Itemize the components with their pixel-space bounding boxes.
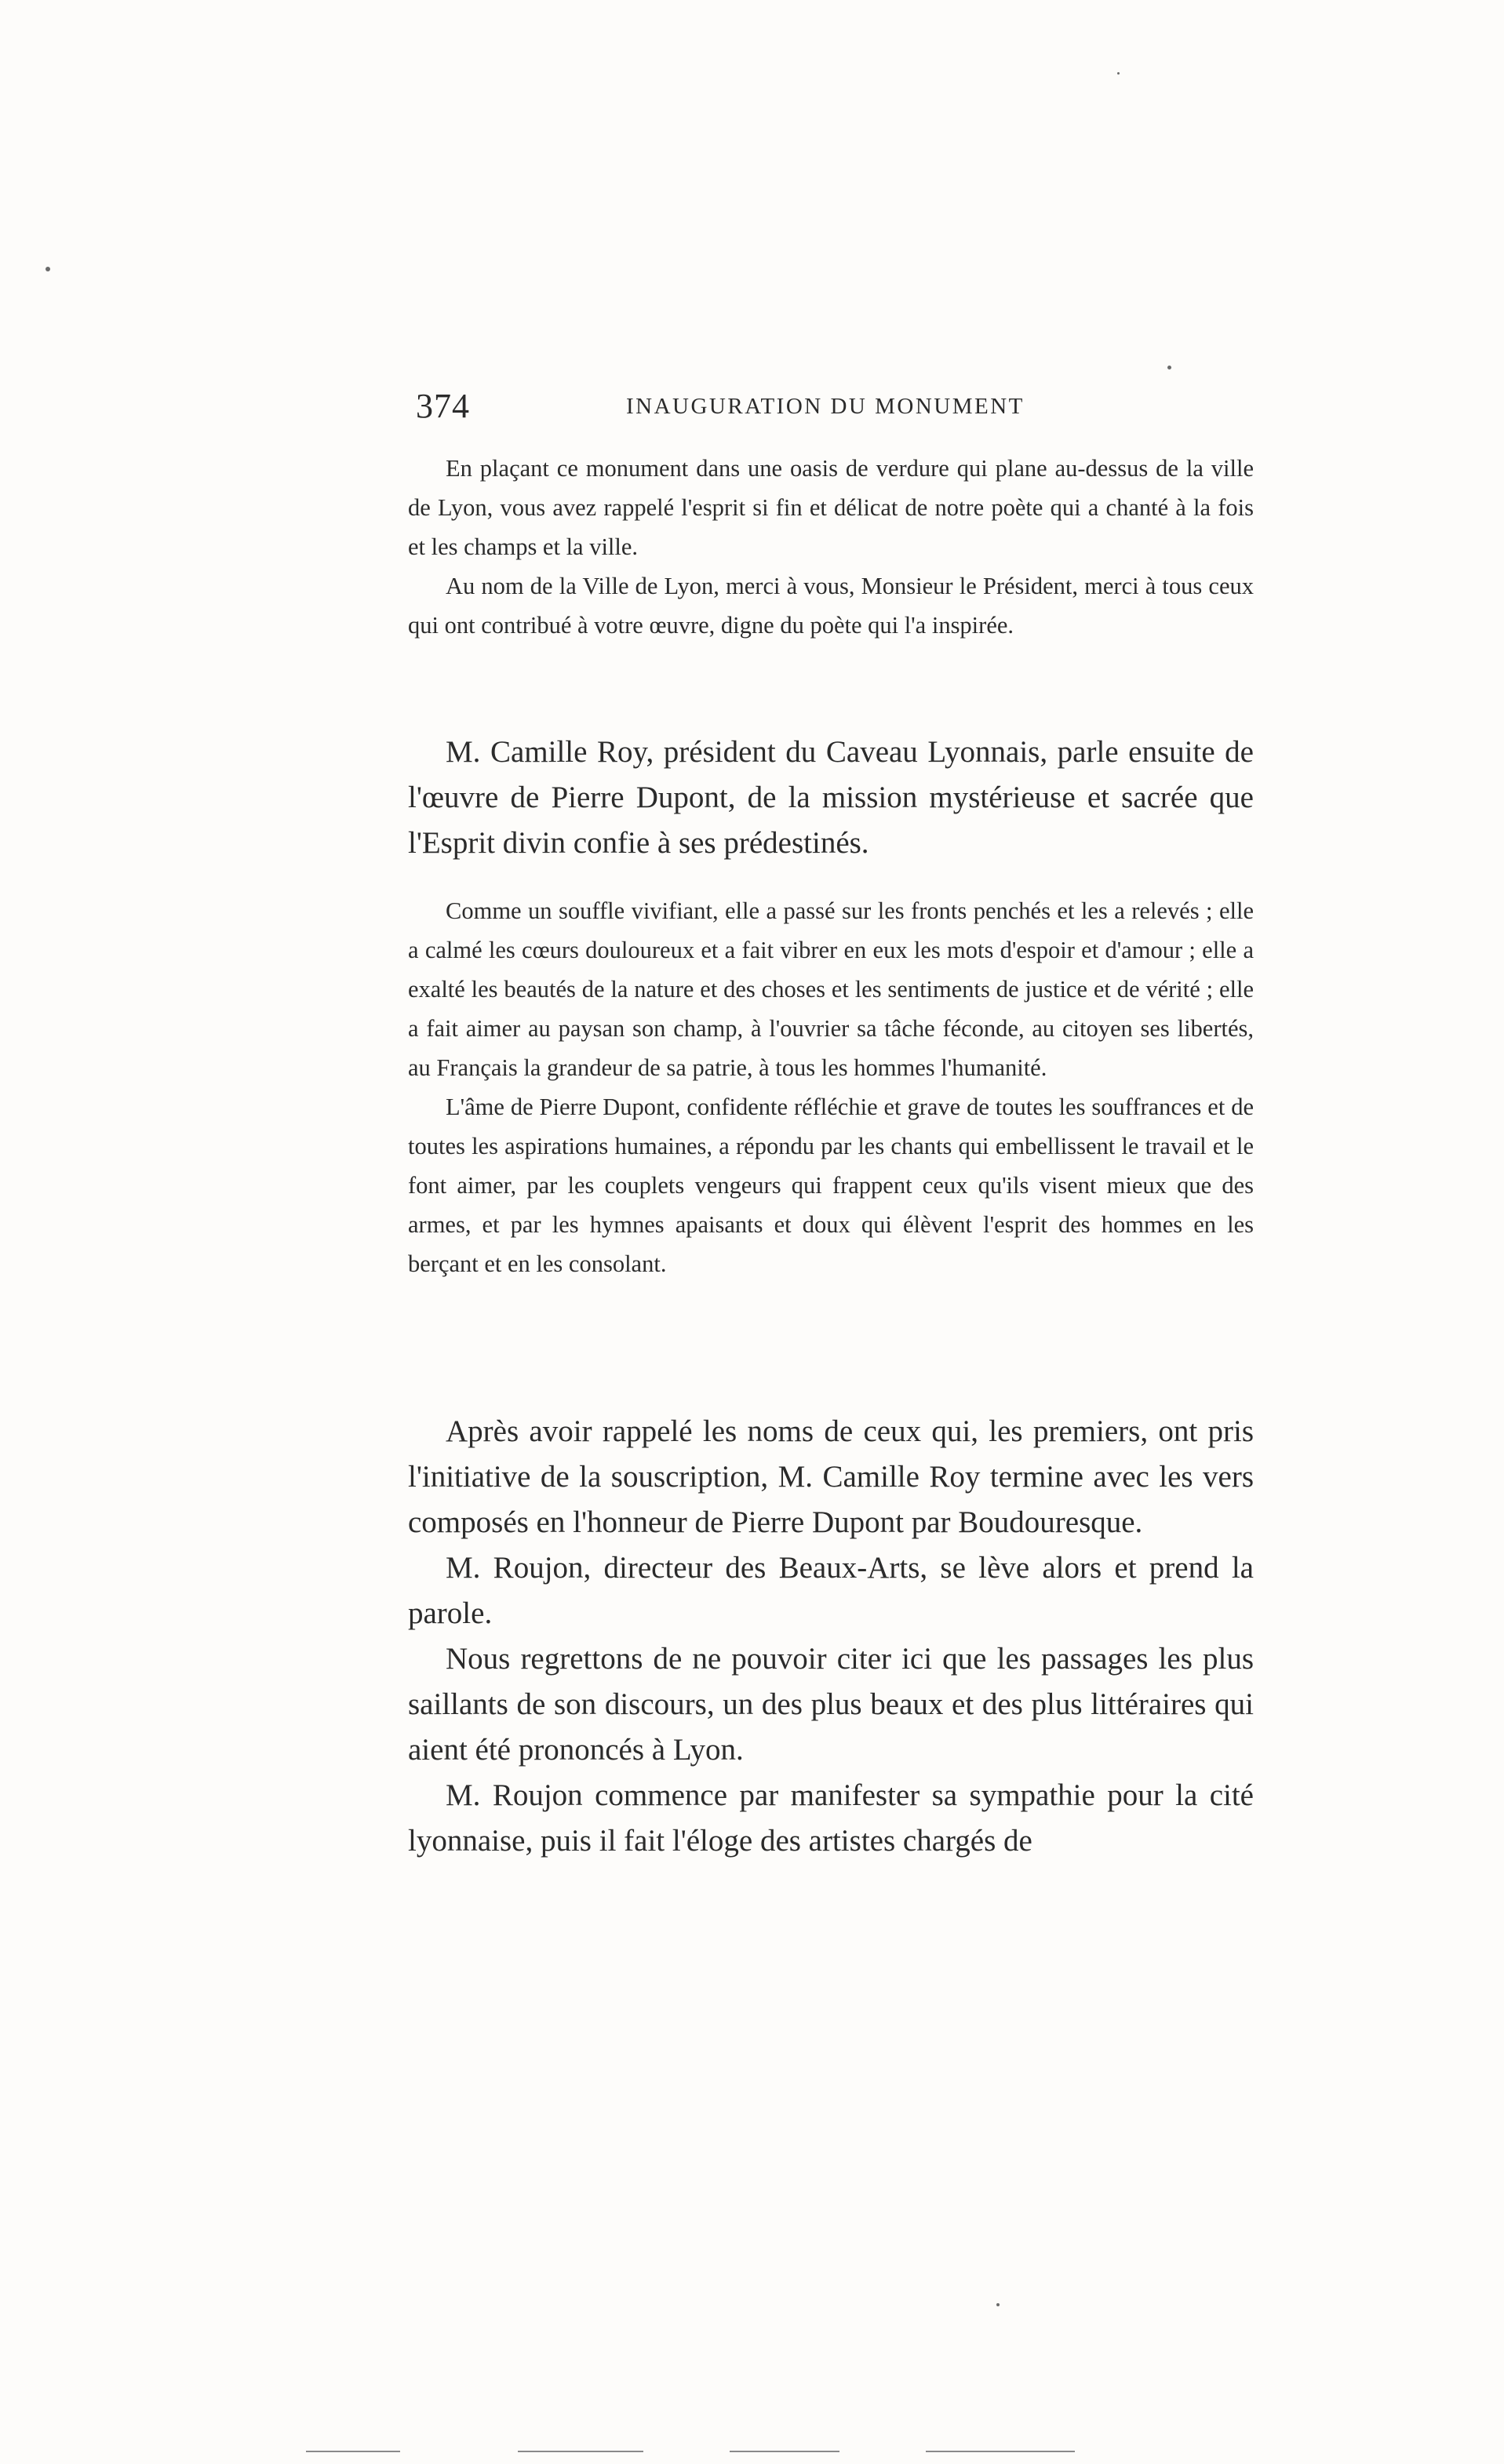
paragraph: Comme un souffle vivifiant, elle a passé sur les fronts penchés et les a relevés ; elle a calmé les cœurs douloureux et a fait vibrer en eux les mots d'espoir et d'amour ; elle a exalté les beautés de la nature et des choses et les sentiments de justice et de vérité ; elle a fait aimer au paysan son champ, à l'ouvrier sa tâche féconde, au citoyen ses libertés, au Français la grandeur de sa patrie, à tous les hommes l'humanité. <box>408 897 1254 1081</box>
narrative-camille-roy <box>408 730 1254 866</box>
scan-speck <box>46 267 50 271</box>
speech-excerpt-camille-roy <box>408 891 1254 1283</box>
scan-rule <box>730 2451 839 2452</box>
running-title: INAUGURATION DU MONUMENT <box>626 394 1025 419</box>
scan-rule <box>926 2451 1075 2452</box>
paragraph: M. Camille Roy, président du Caveau Lyonnais, parle ensuite de l'œuvre de Pierre Dupont, de la mission mystérieuse et sacrée que l'Esprit divin confie à ses prédestinés. <box>408 735 1254 860</box>
paragraph: L'âme de Pierre Dupont, confidente réfléchie et grave de toutes les souffrances et de toutes les aspirations humaines, a répondu par les chants qui embellissent le travail et le font aimer, par les couplets vengeurs qui frappent ceux qu'ils visent mieux que des armes, et par les hymnes apaisants et doux qui élèvent l'esprit des hommes en les berçant et en les consolant. <box>408 1094 1254 1277</box>
scan-speck <box>996 2303 1000 2306</box>
running-header <box>416 383 1271 430</box>
paragraph: Nous regrettons de ne pouvoir citer ici que les passages les plus saillants de son discours, un des plus beaux et des plus littéraires qui aient été prononcés à Lyon. <box>408 1642 1254 1767</box>
scan-speck <box>1167 366 1171 369</box>
scan-rule <box>306 2451 400 2452</box>
paragraph: M. Roujon, directeur des Beaux-Arts, se lève alors et prend la parole. <box>408 1551 1254 1630</box>
speech-excerpt-mayor <box>408 449 1254 645</box>
narrative-roujon <box>408 1409 1254 1864</box>
scan-rule <box>518 2451 643 2452</box>
paragraph: Au nom de la Ville de Lyon, merci à vous, Monsieur le Président, merci à tous ceux qui ont contribué à votre œuvre, digne du poète qui l'a inspirée. <box>408 573 1254 639</box>
page-number: 374 <box>416 387 470 425</box>
paragraph: Après avoir rappelé les noms de ceux qui, les premiers, ont pris l'initiative de la souscription, M. Camille Roy termine avec les vers composés en l'honneur de Pierre Dupont par Boudouresque. <box>408 1414 1254 1539</box>
paragraph: En plaçant ce monument dans une oasis de verdure qui plane au-dessus de la ville de Lyon, vous avez rappelé l'esprit si fin et délicat de notre poète qui a chanté à la fois et les champs et la ville. <box>408 455 1254 560</box>
bottom-scan-rules <box>306 2451 1169 2454</box>
scan-speck <box>1117 72 1120 75</box>
paragraph: M. Roujon commence par manifester sa sympathie pour la cité lyonnaise, puis il fait l'éloge des artistes chargés de <box>408 1778 1254 1858</box>
